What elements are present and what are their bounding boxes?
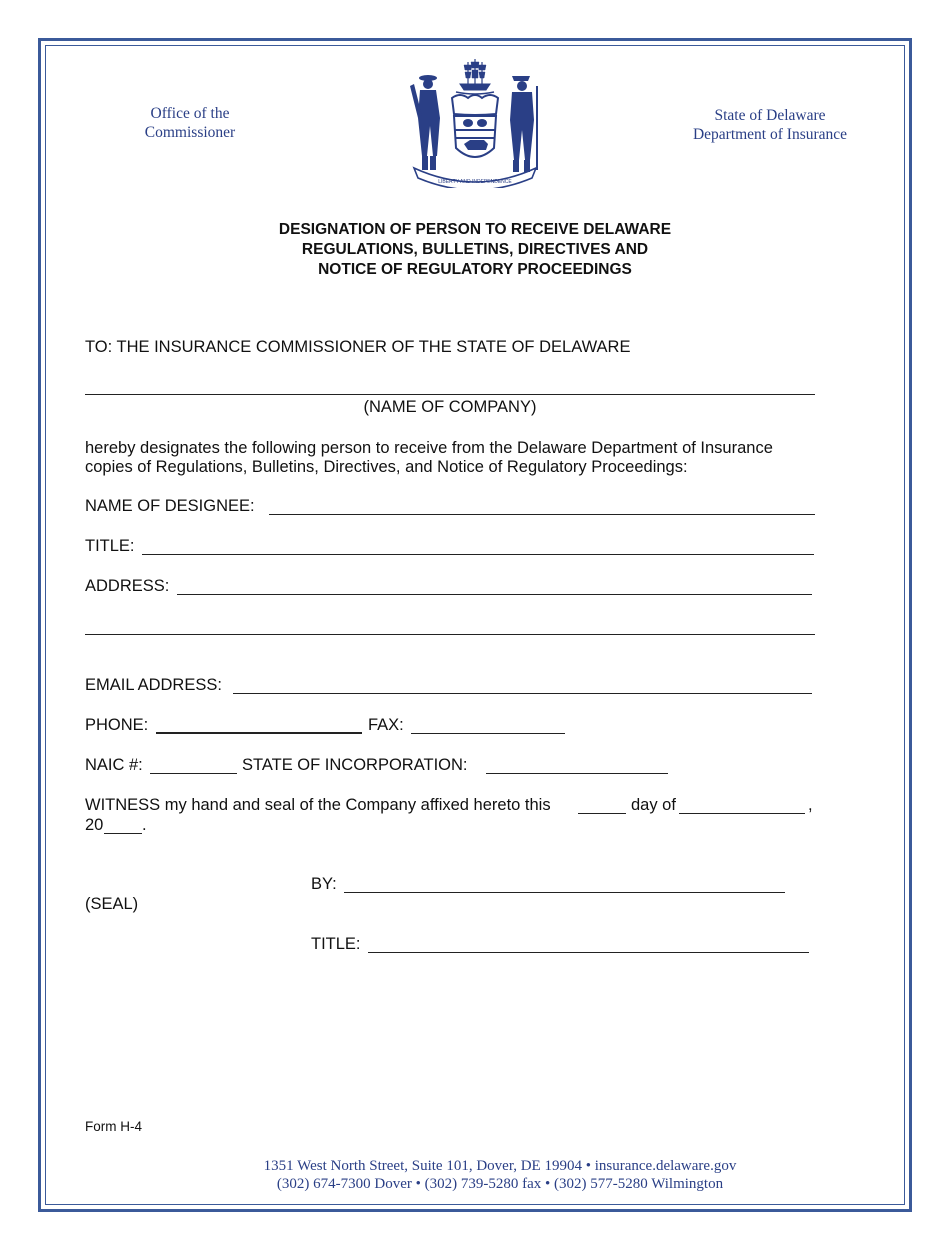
title-line1: DESIGNATION OF PERSON TO RECEIVE DELAWARE [278,221,672,238]
designee-label: NAME OF DESIGNEE: [85,497,255,515]
company-name-field[interactable] [85,394,815,395]
title-line2: REGULATIONS, BULLETINS, DIRECTIVES AND [301,241,649,258]
form-title [200,220,750,280]
footer-contact [200,1157,800,1193]
phone-field[interactable] [156,732,362,734]
signer-title-label: TITLE: [311,935,361,953]
fax-label: FAX: [368,716,404,734]
signature-by-field[interactable] [344,892,785,893]
header-left-line1: Office of the [150,105,230,122]
signer-title-field[interactable] [368,952,809,953]
witness-comma: , [808,796,813,814]
designation-line1: hereby designates the following person to receive from the Delaware Department of Insurance [85,439,773,457]
address-field-line2[interactable] [85,634,815,635]
seal-motto-text: LIBERTY AND INDEPENDENCE [438,179,512,185]
designee-title-field[interactable] [142,554,814,555]
addressee-line: TO: THE INSURANCE COMMISSIONER OF THE STATE OF DELAWARE [85,338,631,356]
naic-label: NAIC #: [85,756,143,774]
header-left-line2: Commissioner [144,124,236,141]
email-label: EMAIL ADDRESS: [85,676,222,694]
by-label: BY: [311,875,337,893]
witness-day-of-label: day of [631,796,676,814]
address-field-line1[interactable] [177,594,812,595]
state-incorporation-field[interactable] [486,773,668,774]
page-border-inner [45,45,905,1205]
designation-line2: copies of Regulations, Bulletins, Directives, and Notice of Regulatory Proceedings: [85,458,688,476]
address-label: ADDRESS: [85,577,170,595]
seal-ship [456,59,494,94]
witness-year-prefix: 20 [85,816,104,834]
footer-line1: 1351 West North Street, Suite 101, Dover, DE 19904 • insurance.delaware.gov [263,1158,737,1174]
designation-paragraph [85,439,825,477]
phone-label: PHONE: [85,716,149,734]
header-right-line2: Department of Insurance [692,126,848,143]
witness-period: . [142,816,147,834]
email-field[interactable] [233,693,812,694]
witness-month-field[interactable] [679,813,805,814]
naic-field[interactable] [150,773,237,774]
header-right-line1: State of Delaware [714,107,826,124]
witness-text: WITNESS my hand and seal of the Company affixed hereto this [85,796,551,814]
witness-day-field[interactable] [578,813,626,814]
title-line3: NOTICE OF REGULATORY PROCEEDINGS [318,261,632,278]
state-incorporation-label: STATE OF INCORPORATION: [242,756,468,774]
designee-title-label: TITLE: [85,537,135,555]
witness-year-field[interactable] [104,833,142,834]
designee-name-field[interactable] [269,514,815,515]
company-name-label: (NAME OF COMPANY) [363,398,537,416]
seal-label: (SEAL) [85,895,139,913]
office-of-commissioner [120,104,260,142]
seal-soldier-figure [510,76,538,172]
fax-field[interactable] [411,733,565,734]
seal-farmer-figure [410,75,440,170]
seal-shield-details [463,119,488,150]
form-number: Form H-4 [85,1119,142,1134]
state-department-of-insurance [670,106,870,144]
footer-line2: (302) 674-7300 Dover • (302) 739-5280 fax • (302) 577-5280 Wilmington [276,1176,724,1192]
delaware-state-seal-icon [400,56,550,188]
